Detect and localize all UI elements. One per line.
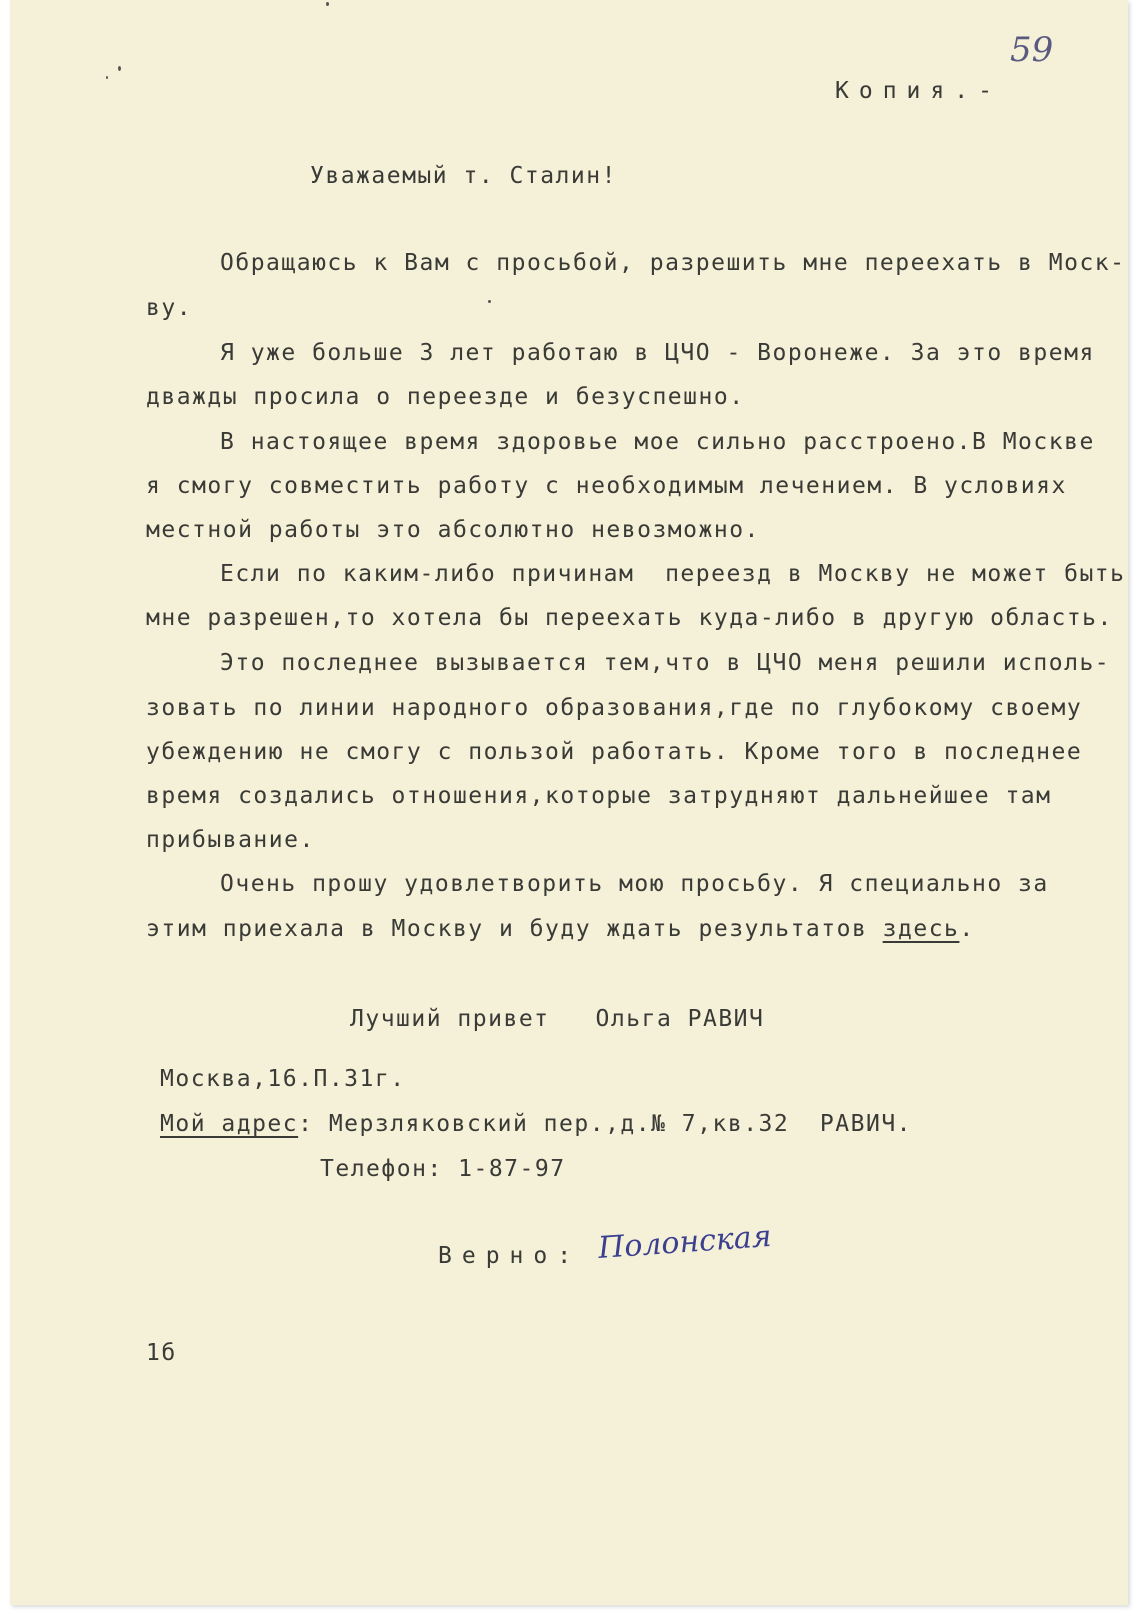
paragraph-4-line-1: Если по каким-либо причинам переезд в Москву не может быть xyxy=(220,561,1126,587)
paragraph-1-line-2: ву. xyxy=(146,295,193,321)
final-period: . xyxy=(959,916,975,942)
closing-line: Лучший привет Ольга РАВИЧ xyxy=(350,1006,765,1032)
paragraph-6-line-2 xyxy=(146,918,975,941)
paragraph-5-line-1: Это последнее вызывается тем,что в ЦЧО меня решили исполь- xyxy=(220,650,1111,676)
paragraph-5-line-3: убеждению не смогу с пользой работать. Кроме того в последнее xyxy=(146,739,1083,765)
address-line xyxy=(160,1113,912,1136)
paragraph-4-line-2: мне разрешен,то хотела бы переехать куда-либо в другую область. xyxy=(146,605,1113,631)
paragraph-5-line-5: прибывание. xyxy=(146,827,315,853)
page-number-handwritten: 59 xyxy=(1010,30,1054,70)
certified-label: Верно: xyxy=(438,1243,582,1269)
paragraph-5-line-2: зовать по линии народного образования,где по глубокому своему xyxy=(146,695,1083,721)
signature: Полонская xyxy=(596,1218,773,1267)
paragraph-3-line-3: местной работы это абсолютно невозможно. xyxy=(146,517,760,543)
paper-speck xyxy=(106,76,108,79)
paragraph-6-line-1: Очень прошу удовлетворить мою просьбу. Я специально за xyxy=(220,871,1049,897)
paper-speck xyxy=(326,2,329,6)
copy-label: Копия.- xyxy=(835,78,1002,104)
salutation xyxy=(310,165,617,188)
paper-speck xyxy=(118,66,121,71)
place-date: Москва,16.П.31г. xyxy=(160,1066,406,1092)
paragraph-3-line-2: я смогу совместить работу с необходимым лечением. В условиях xyxy=(146,473,1067,499)
paragraph-2-line-1: Я уже больше 3 лет работаю в ЦЧО - Воронеже. За это время xyxy=(220,340,1095,366)
document-page xyxy=(10,0,1128,1605)
paragraph-2-line-2: дважды просила о переезде и безуспешно. xyxy=(146,384,745,410)
paragraph-3-line-1: В настоящее время здоровье мое сильно расстроено.В Москве xyxy=(220,429,1095,455)
paper-speck xyxy=(488,300,491,303)
phone-line: Телефон: 1-87-97 xyxy=(320,1156,566,1182)
underlined-word: здесь xyxy=(882,916,960,942)
salutation-text: Уважаемый т. Сталин! xyxy=(310,163,617,189)
address-label: Мой адрес xyxy=(160,1111,299,1137)
paragraph-5-line-4: время создались отношения,которые затрудняют дальнейшее там xyxy=(146,783,1052,809)
footer-mark: 1б xyxy=(146,1340,177,1366)
paragraph-6-line-2-text: этим приехала в Москву и буду ждать результатов xyxy=(146,916,883,942)
paragraph-1-line-1: Обращаюсь к Вам с просьбой, разрешить мне переехать в Моск- xyxy=(220,250,1126,276)
address-value: : Мерзляковский пер.,д.№ 7,кв.32 РАВИЧ. xyxy=(298,1111,913,1137)
